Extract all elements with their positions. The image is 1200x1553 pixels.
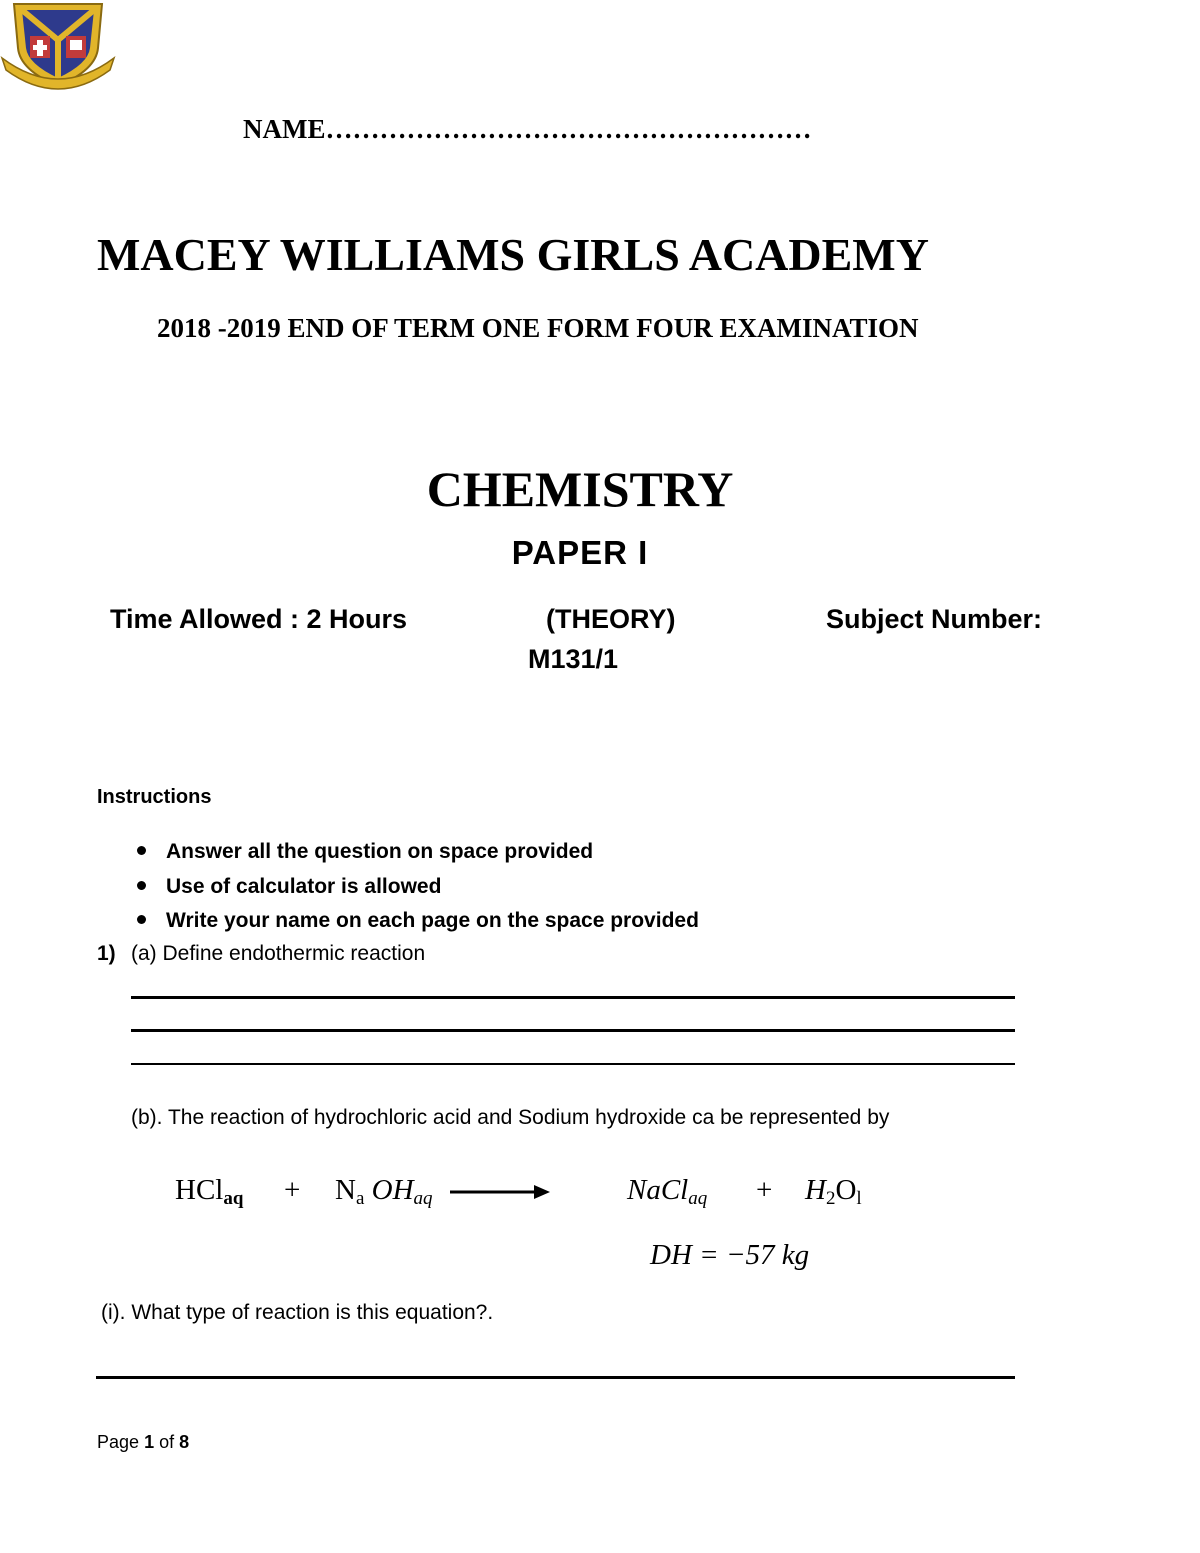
instruction-item: Use of calculator is allowed: [137, 875, 441, 899]
equation-plus-sign: +: [284, 1174, 301, 1206]
page-footer: Page 1 of 8: [97, 1432, 190, 1452]
instruction-item: Answer all the question on space provided: [137, 840, 593, 864]
equation-reactant-hcl: HCl$_{aq}$: [175, 1174, 244, 1209]
question-number: 1): [97, 942, 116, 965]
equation-reactant-naoh: $N_a$ $OH_{aq}$: [335, 1174, 433, 1209]
equation-product-water: $H_2O_l$: [805, 1174, 862, 1209]
student-name-field: NAME………………………………………………: [243, 114, 812, 144]
instructions-heading: Instructions: [97, 786, 212, 808]
bullet-icon: [137, 881, 146, 890]
paper-number: PAPER I: [511, 534, 649, 571]
answer-line[interactable]: [131, 996, 1015, 999]
exam-title: 2018 -2019 END OF TERM ONE FORM FOUR EXAMINATION: [157, 313, 919, 343]
bullet-icon: [137, 846, 146, 855]
time-allowed: Time Allowed : 2 Hours: [110, 604, 408, 634]
answer-line[interactable]: [131, 1063, 1015, 1065]
paper-type: (THEORY): [546, 604, 676, 634]
reaction-arrow-icon: [450, 1181, 550, 1203]
question-1a-text: (a) Define endothermic reaction: [131, 942, 426, 965]
question-1b-text: (b). The reaction of hydrochloric acid and Sodium hydroxide ca be represented by: [131, 1106, 890, 1129]
equation-plus-sign: +: [756, 1174, 773, 1206]
answer-line[interactable]: [131, 1029, 1015, 1032]
question-1bi-text: (i). What type of reaction is this equation?.: [101, 1301, 494, 1324]
answer-line[interactable]: [96, 1376, 1015, 1379]
subject-number-label: Subject Number:: [826, 604, 1043, 634]
bullet-icon: [137, 915, 146, 924]
equation-product-nacl: NaCl$_{aq}$: [627, 1174, 708, 1209]
subject-title: CHEMISTRY: [426, 461, 734, 517]
school-title: MACEY WILLIAMS GIRLS ACADEMY: [97, 229, 929, 280]
subject-number-value: M131/1: [528, 644, 619, 674]
instruction-item: Write your name on each page on the space provided: [137, 909, 699, 933]
equation-enthalpy: DH = −57 kg: [650, 1239, 810, 1271]
school-crest-logo: [0, 0, 116, 96]
